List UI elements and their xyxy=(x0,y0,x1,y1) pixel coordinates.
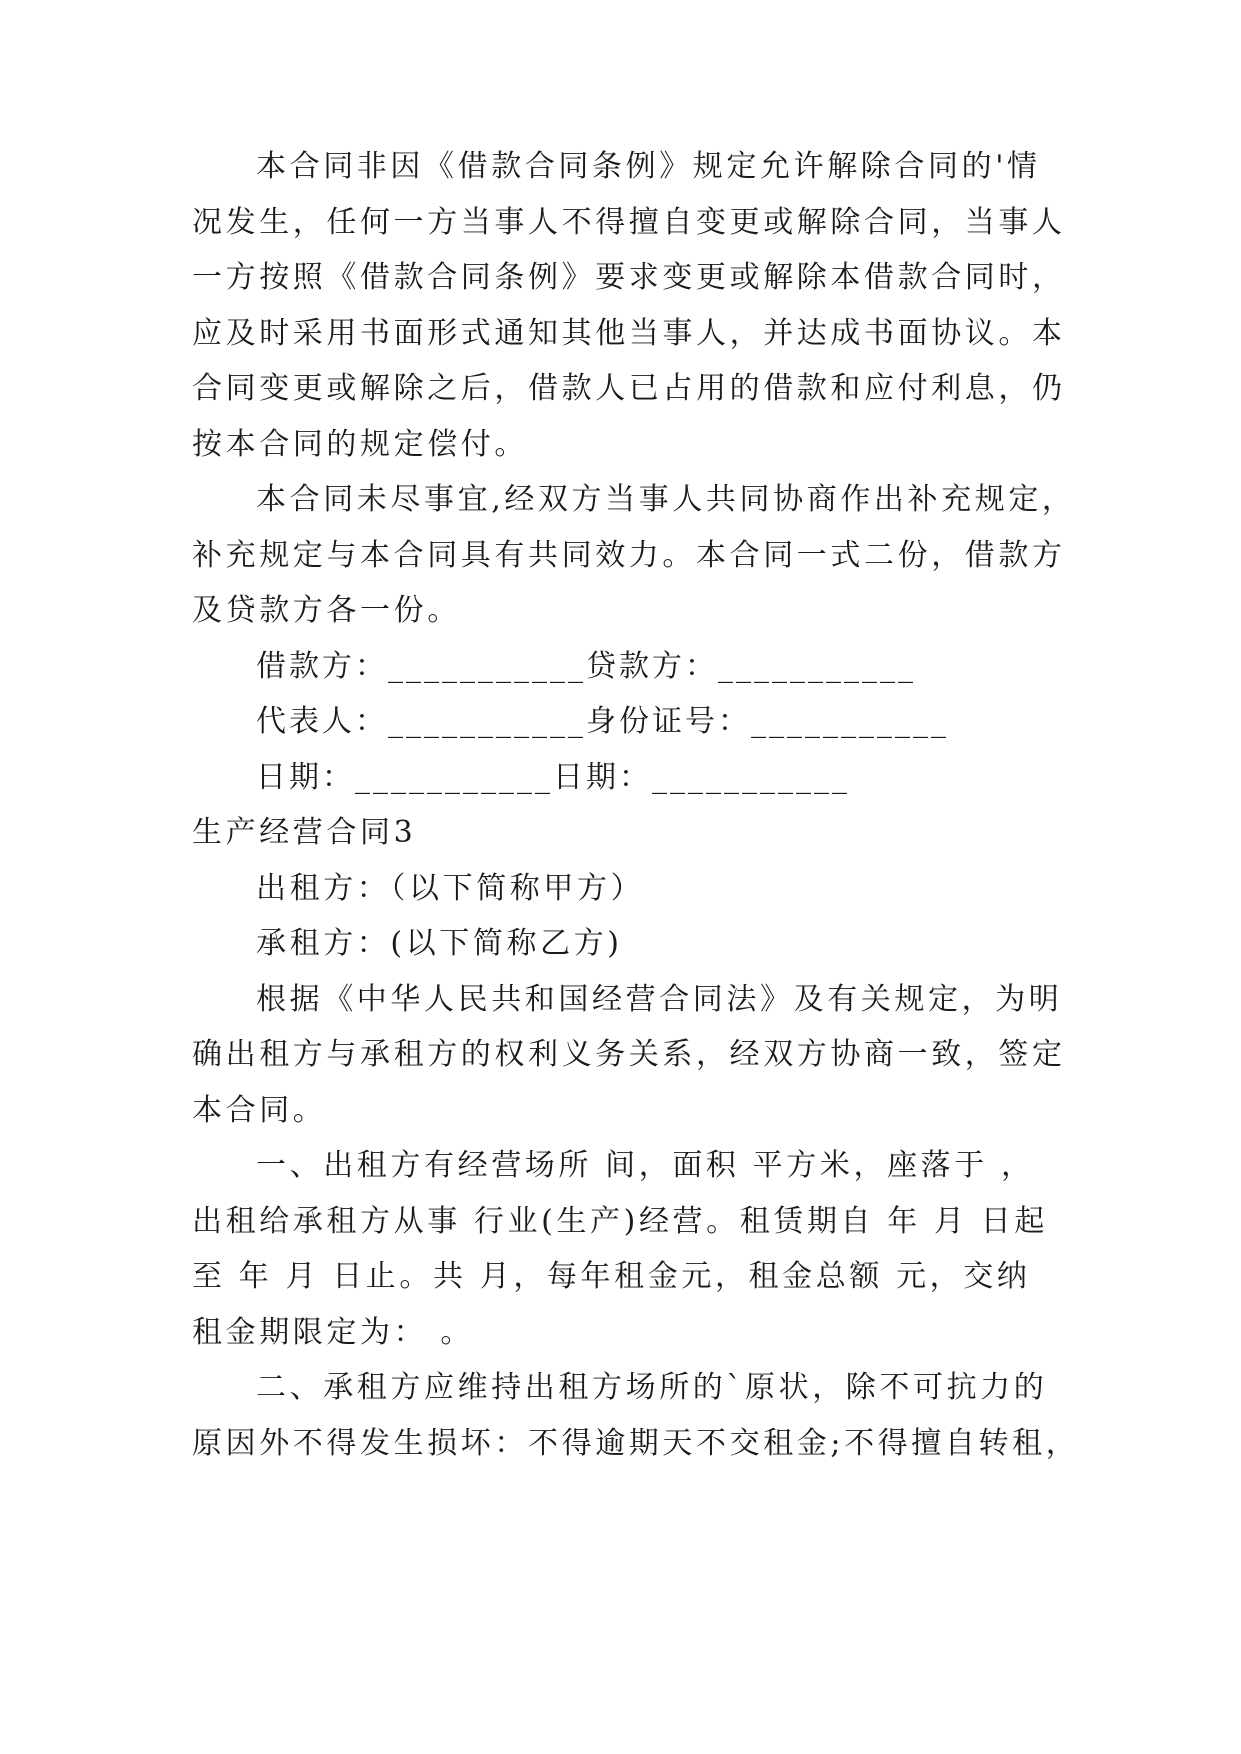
paragraph-line: 应及时采用书面形式通知其他当事人，并达成书面协议。本 xyxy=(192,316,1066,351)
section-title: 生产经营合同3 xyxy=(192,815,417,850)
paragraph-line: 本合同未尽事宜,经双方当事人共同协商作出补充规定， xyxy=(256,482,1076,517)
paragraph-line: 合同变更或解除之后，借款人已占用的借款和应付利息，仍 xyxy=(192,371,1066,406)
signature-line-representative: 代表人：___________身份证号：___________ xyxy=(256,704,949,739)
paragraph-line: 本合同。 xyxy=(192,1093,327,1128)
paragraph-line: 确出租方与承租方的权利义务关系，经双方协商一致，签定 xyxy=(192,1037,1066,1072)
clause-line: 一、出租方有经营场所 间，面积 平方米，座落于 ， xyxy=(256,1148,1035,1183)
clause-line: 原因外不得发生损坏：不得逾期天不交租金;不得擅自转租， xyxy=(192,1426,1080,1461)
paragraph-line: 本合同非因《借款合同条例》规定允许解除合同的'情 xyxy=(256,149,1041,184)
clause-line: 二、承租方应维持出租方场所的`原状，除不可抗力的 xyxy=(256,1370,1048,1405)
paragraph-line: 况发生，任何一方当事人不得擅自变更或解除合同，当事人 xyxy=(192,205,1066,240)
clause-line: 出租给承租方从事 行业(生产)经营。租赁期自 年 月 日起 xyxy=(192,1204,1048,1239)
paragraph-line: 按本合同的规定偿付。 xyxy=(192,427,528,462)
signature-line-date: 日期：___________日期：___________ xyxy=(256,760,850,795)
paragraph-line: 一方按照《借款合同条例》要求变更或解除本借款合同时， xyxy=(192,260,1066,295)
paragraph-line: 根据《中华人民共和国经营合同法》及有关规定，为明 xyxy=(256,982,1063,1017)
clause-line: 租金期限定为： 。 xyxy=(192,1315,474,1350)
paragraph-line: 补充规定与本合同具有共同效力。本合同一式二份，借款方 xyxy=(192,538,1066,573)
lessor-line: 出租方：（以下简称甲方） xyxy=(256,871,645,906)
paragraph-line: 及贷款方各一份。 xyxy=(192,593,461,628)
clause-line: 至 年 月 日止。共 月，每年租金元，租金总额 元，交纳 xyxy=(192,1259,1031,1294)
signature-line-lender-borrower: 借款方：___________贷款方：___________ xyxy=(256,649,916,684)
lessee-line: 承租方：(以下简称乙方) xyxy=(256,926,623,961)
